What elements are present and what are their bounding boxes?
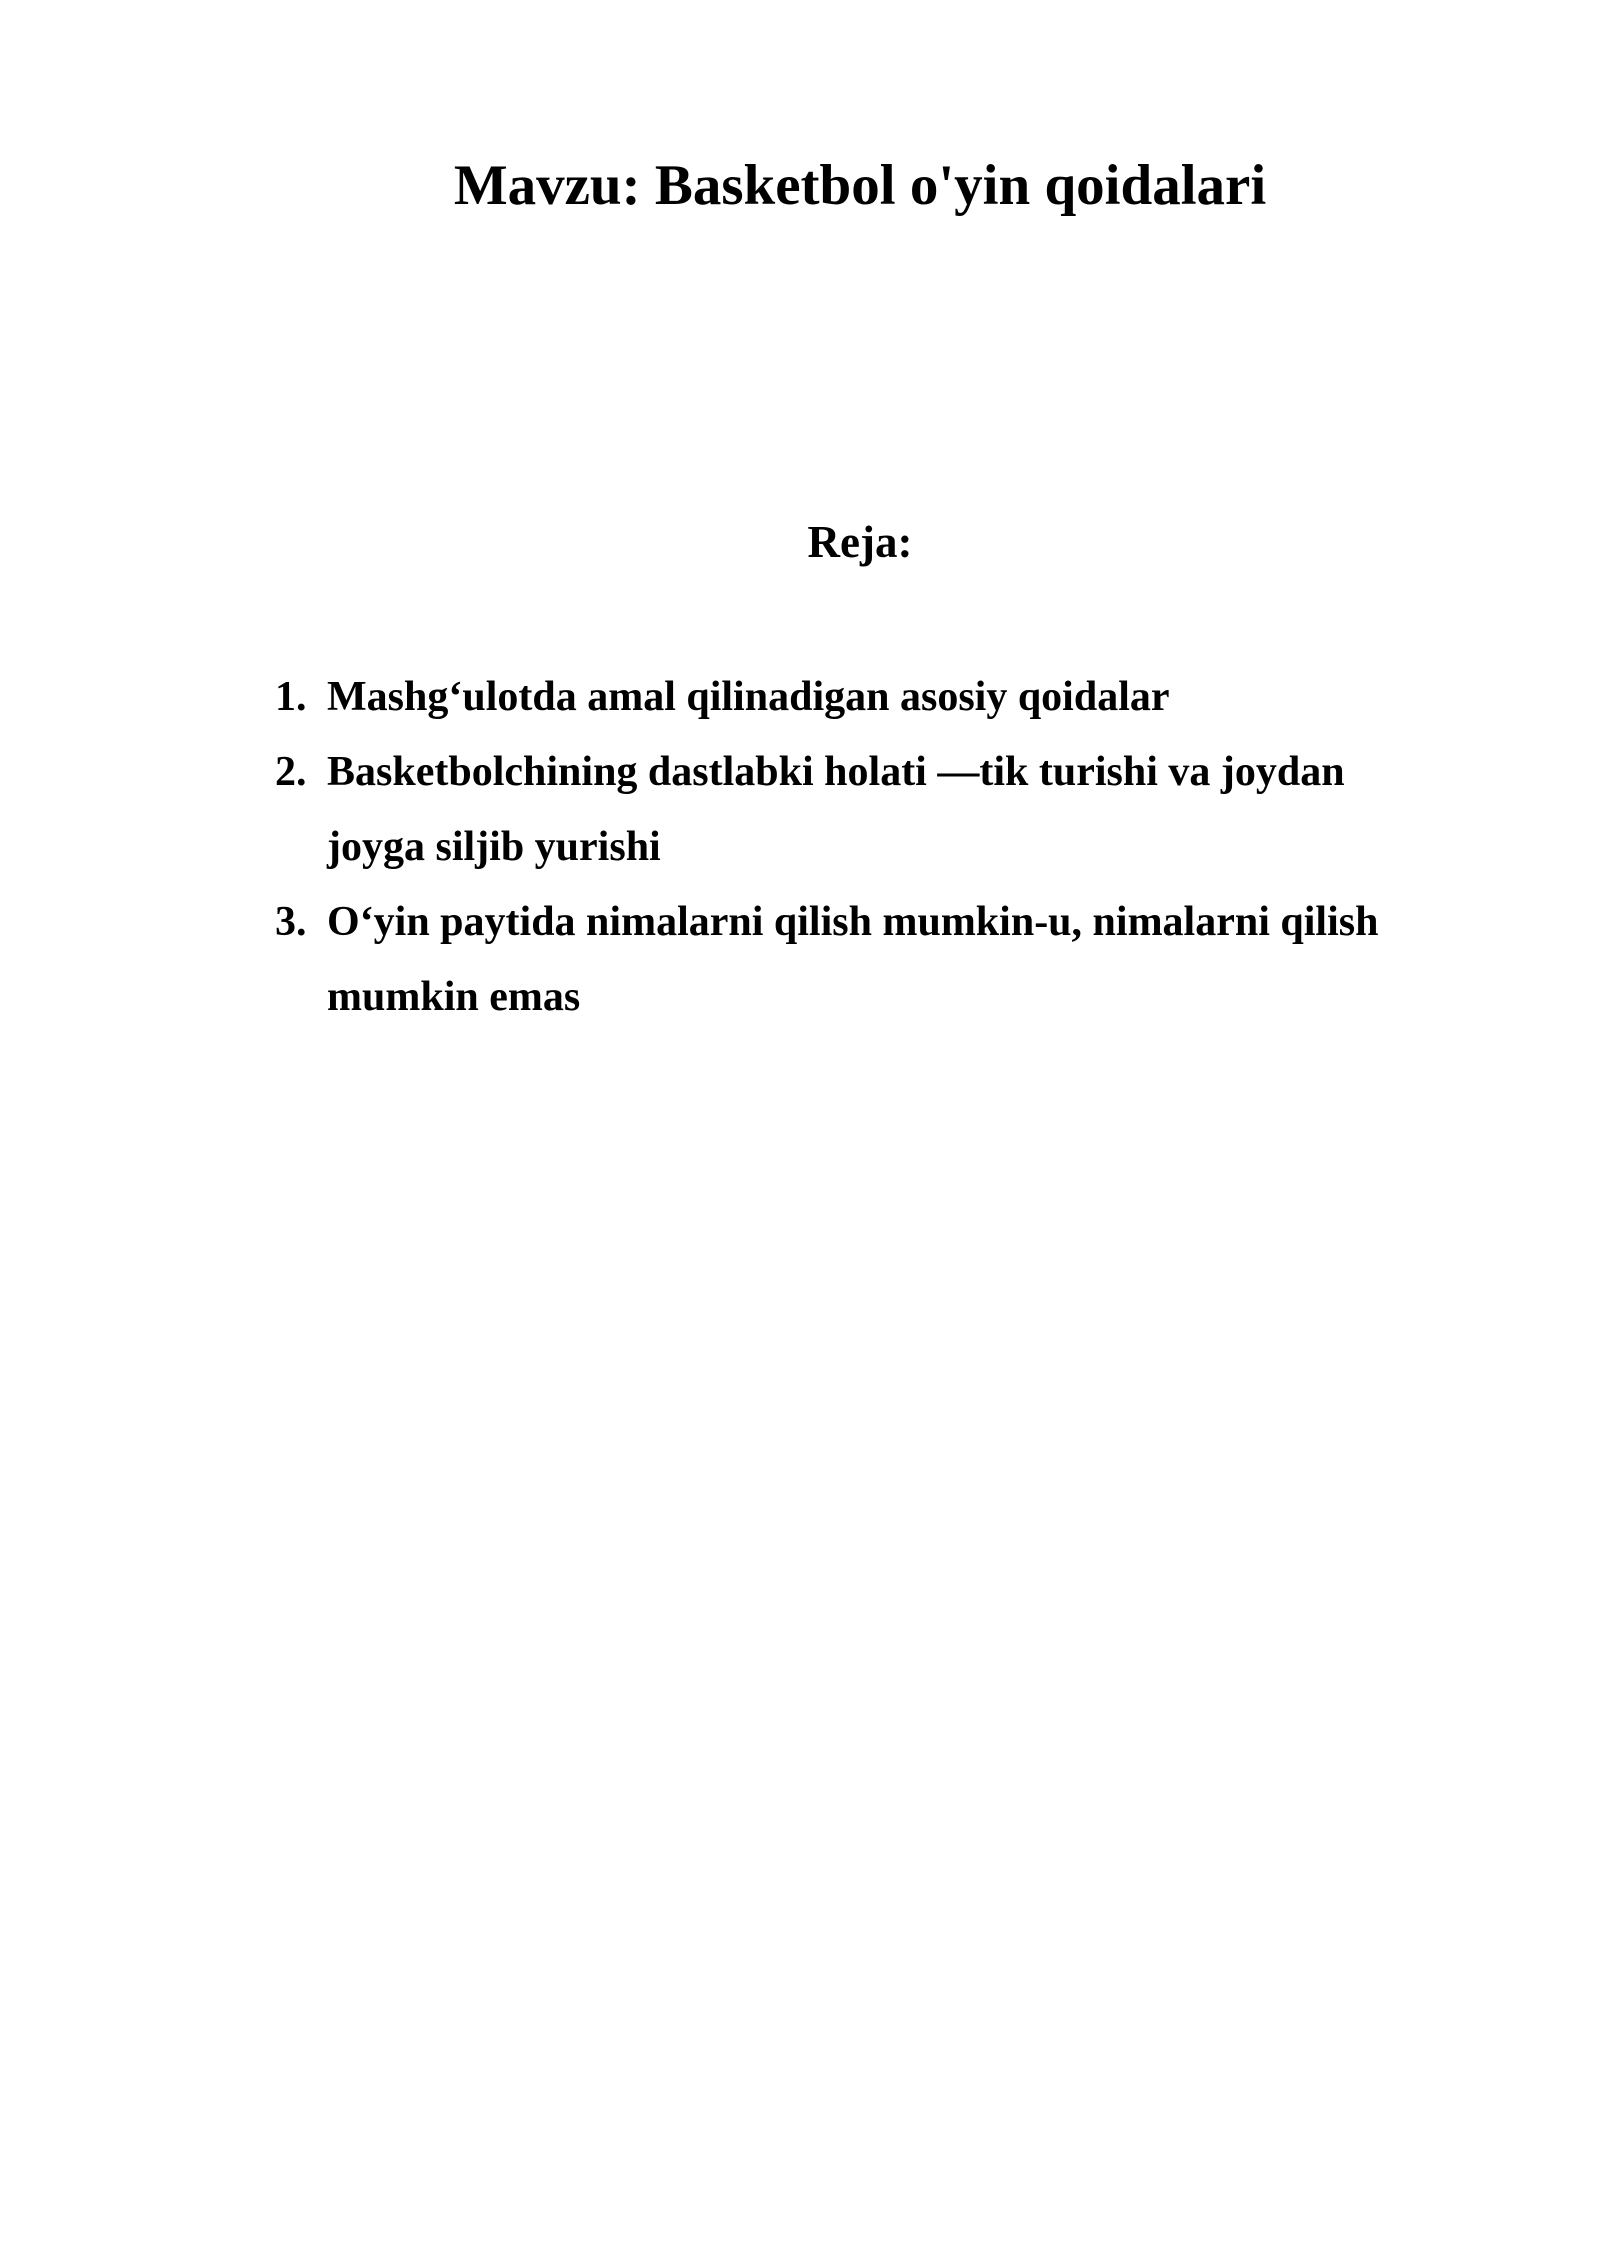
plan-item bbox=[275, 885, 1395, 1035]
document-title: Mavzu: Basketbol o'yin qoidalari bbox=[453, 154, 1267, 217]
plan-item-number: 2. bbox=[275, 749, 307, 795]
plan-item-number: 3. bbox=[275, 899, 307, 945]
plan-item-number: 1. bbox=[275, 674, 307, 720]
plan-heading: Reja: bbox=[807, 517, 913, 567]
plan-item bbox=[275, 735, 1395, 885]
plan-item-text: Basketbolchining dastlabki holati —tik turishi va joydan joyga siljib yurishi bbox=[327, 749, 1345, 870]
plan-item bbox=[275, 660, 1395, 735]
plan-list bbox=[275, 660, 1395, 1035]
plan-item-text: Mashg‘ulotda amal qilinadigan asosiy qoidalar bbox=[327, 674, 1170, 720]
plan-item-text: O‘yin paytida nimalarni qilish mumkin-u, nimalarni qilish mumkin emas bbox=[327, 899, 1379, 1020]
